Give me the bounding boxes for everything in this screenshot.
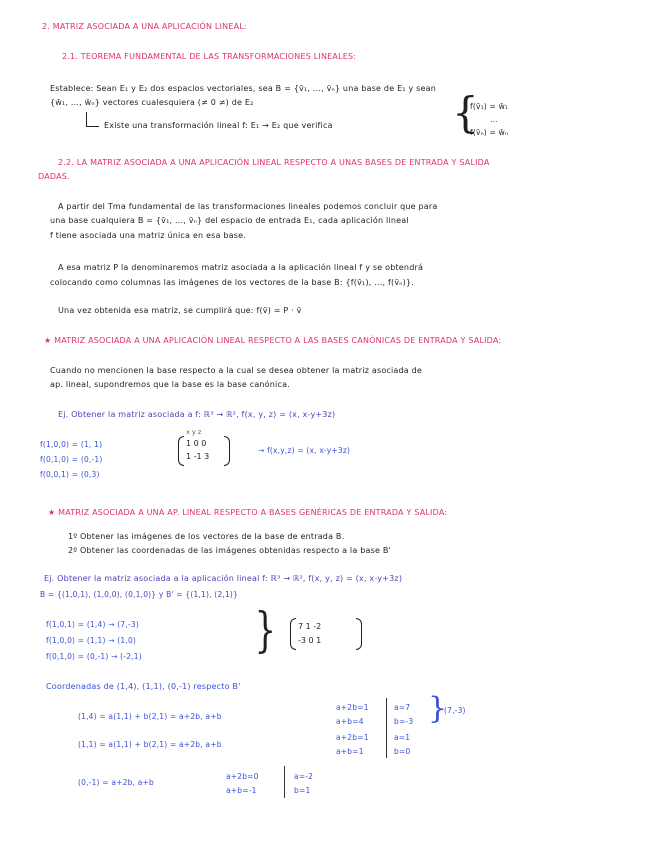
matrix1-header: x y z bbox=[186, 428, 202, 436]
step-2: 2º Obtener las coordenadas de las imágenes obtenidas respecto a la base B' bbox=[68, 546, 391, 555]
section-heading-2-1: 2.1. TEOREMA FUNDAMENTAL DE LAS TRANSFORMACIONES LINEALES: bbox=[62, 52, 357, 61]
coord-3-eq-1: a+2b=0 bbox=[226, 772, 259, 781]
example2-title: Ej. Obtener la matriz asociada a la aplicación lineal f: ℝ³ → ℝ², f(x, y, z) = (x, x-y+3z) bbox=[44, 574, 403, 583]
para2-line-2: colocando como columnas las imágenes de los vectores de la base B: {f(v̄₁), ..., f(v̄ₙ)}. bbox=[50, 278, 414, 287]
example1-row-3: f(0,0,1) = (0,3) bbox=[40, 470, 100, 479]
coord-3-divider bbox=[284, 766, 285, 798]
para4-line-1: Cuando no mencionen la base respecto a la cual se desea obtener la matriz asociada de bbox=[50, 366, 423, 375]
coord-1-sol-2: b=-3 bbox=[394, 717, 414, 726]
coordinates-title: Coordenadas de (1,4), (1,1), (0,-1) respecto B' bbox=[46, 682, 241, 691]
coord-2-eq-2: a+b=1 bbox=[336, 747, 364, 756]
example1-row-1: f(1,0,0) = (1, 1) bbox=[40, 440, 103, 449]
right-brace-icon: } bbox=[254, 602, 276, 658]
example2-image-2: f(1,0,0) = (1,1) → (1,0) bbox=[46, 636, 137, 645]
example2-image-3: f(0,1,0) = (0,-1) → (-2,1) bbox=[46, 652, 142, 661]
para2-line-1: A esa matriz P la denominaremos matriz asociada a la aplicación lineal f y se obtendrá bbox=[58, 263, 424, 272]
system-dots: ... bbox=[490, 115, 498, 124]
example2-bases: B = {(1,0,1), (1,0,0), (0,1,0)} y B' = {(1,1), (2,1)} bbox=[40, 590, 239, 599]
section-heading-2: 2. MATRIZ ASOCIADA A UNA APLICACIÓN LINEAL: bbox=[42, 22, 247, 31]
example1-title: Ej. Obtener la matriz asociada a f: ℝ³ → ℝ², f(x, y, z) = (x, x-y+3z) bbox=[58, 410, 336, 419]
coord-1-result: (7,-3) bbox=[444, 706, 466, 715]
para1-line-3: f tiene asociada una matriz única en esa base. bbox=[50, 231, 246, 240]
example1-row-2: f(0,1,0) = (0,-1) bbox=[40, 455, 103, 464]
coord-3-eq-2: a+b=-1 bbox=[226, 786, 257, 795]
coord-1: (1,4) = a(1,1) + b(2,1) = a+2b, a+b bbox=[78, 712, 222, 721]
coord-2-sol-2: b=0 bbox=[394, 747, 411, 756]
coord-1-eq-1: a+2b=1 bbox=[336, 703, 369, 712]
coord-1-divider bbox=[386, 698, 387, 728]
para1-line-2: una base cualquiera B = {v̄₁, ..., v̄ₙ} del espacio de entrada E₁, cada aplicación lineal bbox=[50, 216, 409, 225]
para4-line-2: ap. lineal, supondremos que la base es la base canónica. bbox=[50, 380, 290, 389]
matrix2-row-2: -3 0 1 bbox=[298, 636, 322, 645]
matrix1-left-bracket bbox=[178, 436, 184, 466]
coord-3: (0,-1) = a+2b, a+b bbox=[78, 778, 154, 787]
theorem-conclusion: Existe una transformación lineal f: E₁ → E₂ que verifica bbox=[104, 121, 333, 130]
coord-1-brace-icon: } bbox=[428, 691, 448, 726]
example2-image-1: f(1,0,1) = (1,4) → (7,-3) bbox=[46, 620, 139, 629]
para1-line-1: A partir del Tma fundamental de las transformaciones lineales podemos concluir que para bbox=[58, 202, 438, 211]
coord-3-sol-2: b=1 bbox=[294, 786, 311, 795]
system-eq-2: f(v̄ₙ) = w̄ₙ bbox=[470, 128, 509, 137]
coord-1-sol-1: a=7 bbox=[394, 703, 411, 712]
matrix2-left-bracket bbox=[290, 618, 296, 650]
matrix2-right-bracket bbox=[356, 618, 362, 650]
heading-generic: ★ MATRIZ ASOCIADA A UNA AP. LINEAL RESPECTO A BASES GENÉRICAS DE ENTRADA Y SALIDA: bbox=[48, 508, 448, 517]
system-eq-1: f(v̄₁) = w̄₁ bbox=[470, 102, 509, 111]
coord-2-divider bbox=[386, 728, 387, 758]
section-heading-2-2-cont: DADAS. bbox=[38, 172, 70, 181]
coord-1-eq-2: a+b=4 bbox=[336, 717, 364, 726]
coord-2: (1,1) = a(1,1) + b(2,1) = a+2b, a+b bbox=[78, 740, 222, 749]
step-1: 1º Obtener las imágenes de los vectores de la base de entrada B. bbox=[68, 532, 345, 541]
matrix1-right-bracket bbox=[224, 436, 230, 466]
coord-3-sol-1: a=-2 bbox=[294, 772, 314, 781]
theorem-line-2: {w̄₁, ..., w̄ₙ} vectores cualesquiera (≠ 0 ≠) de E₂ bbox=[50, 98, 254, 107]
matrix1-row-2: 1 -1 3 bbox=[186, 452, 210, 461]
hook-arrow-icon bbox=[86, 112, 99, 127]
matrix2-row-1: 7 1 -2 bbox=[298, 622, 322, 631]
coord-2-eq-1: a+2b=1 bbox=[336, 733, 369, 742]
brace-icon: { bbox=[452, 88, 479, 137]
matrix1-row-1: 1 0 0 bbox=[186, 439, 207, 448]
para3: Una vez obtenida esa matriz, se cumplirá que: f(v̄) = P · v̄ bbox=[58, 306, 302, 315]
theorem-line-1: Establece: Sean E₁ y E₂ dos espacios vectoriales, sea B = {v̄₁, ..., v̄ₙ} una base de E₁ y sean bbox=[50, 84, 437, 93]
section-heading-2-2: 2.2. LA MATRIZ ASOCIADA A UNA APLICACIÓN LINEAL RESPECTO A UNAS BASES DE ENTRADA Y SALIDA bbox=[58, 158, 490, 167]
heading-canonical: ★ MATRIZ ASOCIADA A UNA APLICACIÓN LINEAL RESPECTO A LAS BASES CANÓNICAS DE ENTRADA Y SALIDA: bbox=[44, 336, 502, 345]
coord-2-sol-1: a=1 bbox=[394, 733, 411, 742]
example1-result: → f(x,y,z) = (x, x-y+3z) bbox=[258, 446, 351, 455]
